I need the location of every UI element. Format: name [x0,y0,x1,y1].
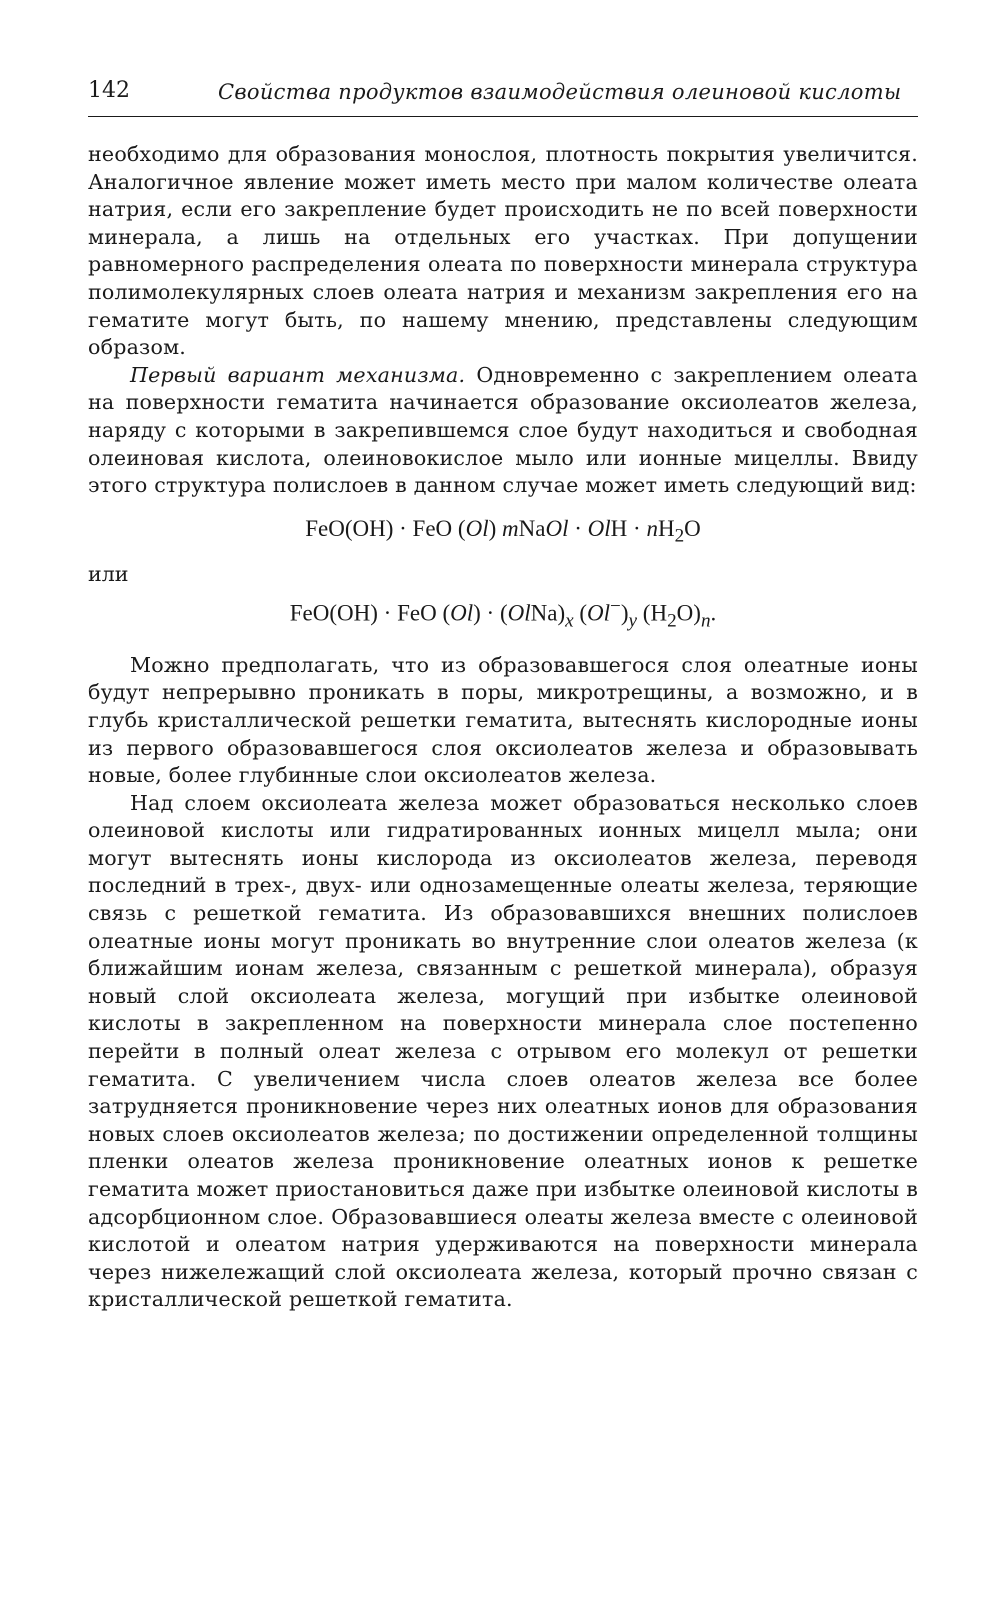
f1-part: Ol [545,515,569,541]
f1-part: Na [518,515,546,541]
page-number: 142 [88,78,130,103]
f1-part: ) [488,515,503,541]
paragraph-4: Над слоем оксиолеата железа может образоваться несколько слоев олеиновой кислоты или гидратированных ионных мицелл мыла; они могут вытеснять ионы кислорода из оксиолеатов железа, переводя последний в трех-, двух- или однозамещенные олеаты железа, теряющие связь с решеткой гематита. Из образовавшихся внешних полислоев олеатные ионы могут проникать во внутренние слои олеатов железа (к ближайшим ионам железа, связанным с решеткой минерала), образуя новый слой оксиолеата железа, могущий при избытке олеиновой кислоты в закрепленном на поверхности минерала слое постепенно перейти в полный олеат железа с отрывом его молекул от решетки гематита. С увеличением числа слоев олеатов железа все более затрудняется проникновение через них олеатных ионов для образования новых слоев оксиолеатов железа; по достижении определенной толщины пленки олеатов железа проникновение олеатных ионов к решетке гематита может приостановиться даже при избытке олеиновой кислоты в адсорбционном слое. Образовавшиеся олеаты железа вместе с олеиновой кислотой и олеатом натрия удерживаются на поверхности минерала через нижележащий слой оксиолеата железа, который прочно связан с кристаллической решеткой гематита. [88,790,918,1312]
paragraph-3: Можно предполагать, что из образовавшегося слоя олеатные ионы будут непрерывно проникать в поры, микротрещины, а возможно, и в глубь кристаллической решетки гематита, вытеснять кислородные ионы из первого образовавшегося слоя оксиолеатов железа и образовывать новые, более глубинные слои оксиолеатов железа. [88,652,918,788]
f1-part: H [610,515,628,541]
f1-part: FeO(OH) [305,515,394,541]
page-header [88,76,918,117]
f2-part: O) [676,600,701,626]
f2-part: Ol [507,600,531,626]
f2-part: · [377,600,398,626]
running-title: Свойства продуктов взаимодействия олеиновой кислоты [218,80,902,104]
f1-part: ( [452,515,466,541]
f2-part: 2 [667,609,677,631]
f1-part: H [657,515,675,541]
f2-part: FeO [397,600,437,626]
formula-1 [88,500,918,556]
f1-part: FeO [412,515,453,541]
f2-part: (H [637,600,668,626]
f2-part: . [710,600,717,626]
f1-part: · [627,515,647,541]
f2-part: Ol [450,600,474,626]
f1-part: n [646,515,658,541]
f2-part: ( [499,600,508,626]
f1-part: · [393,515,413,541]
f2-part: Na) [530,600,566,626]
paragraph-1: необходимо для образования монослоя, плотность покрытия увеличится. Аналогичное явление может иметь место при малом количестве олеата натрия, если его закрепление будет происходить не по всей поверхности минерала, а лишь на отдельных его участках. При допущении равномерного распределения олеата по поверхности минерала структура полимолекулярных слоев олеата натрия и механизм закрепления его на гематите могут быть, по нашему мнению, представлены следующим образом. [88,142,918,360]
paragraph-2-text: Одновременно с закреплением олеата на поверхности гематита начинается образование оксиолеатов железа, наряду с которыми в закрепившемся слое будут находиться и свободная олеиновая кислота, олеиновокислое мыло или ионные мицеллы. Ввиду этого структура полислоев в данном случае может иметь следующий вид: [88,362,918,498]
section-lead: Первый вариант механизма. [130,362,466,387]
f2-part: FeO(OH) [289,600,378,626]
f2-part: n [700,609,711,631]
f1-part: · [568,515,588,541]
f1-part: O [684,515,701,541]
f2-part: ) [620,600,629,626]
f2-part: − [610,595,621,617]
f1-part: Ol [587,515,611,541]
f2-part: Ol [587,600,611,626]
f2-part: ( [573,600,588,626]
paragraph-2 [88,362,918,500]
f2-part: y [628,609,638,631]
page-body [88,141,918,1314]
or-word: или [88,561,129,586]
f2-part: ) [473,600,481,626]
f1-part: Ol [465,515,489,541]
f2-part: x [565,609,574,631]
f2-part: · [480,600,500,626]
f1-part: m [502,515,519,541]
f1-part: 2 [674,525,685,547]
formula-2 [88,586,918,634]
f2-part: ( [436,600,451,626]
